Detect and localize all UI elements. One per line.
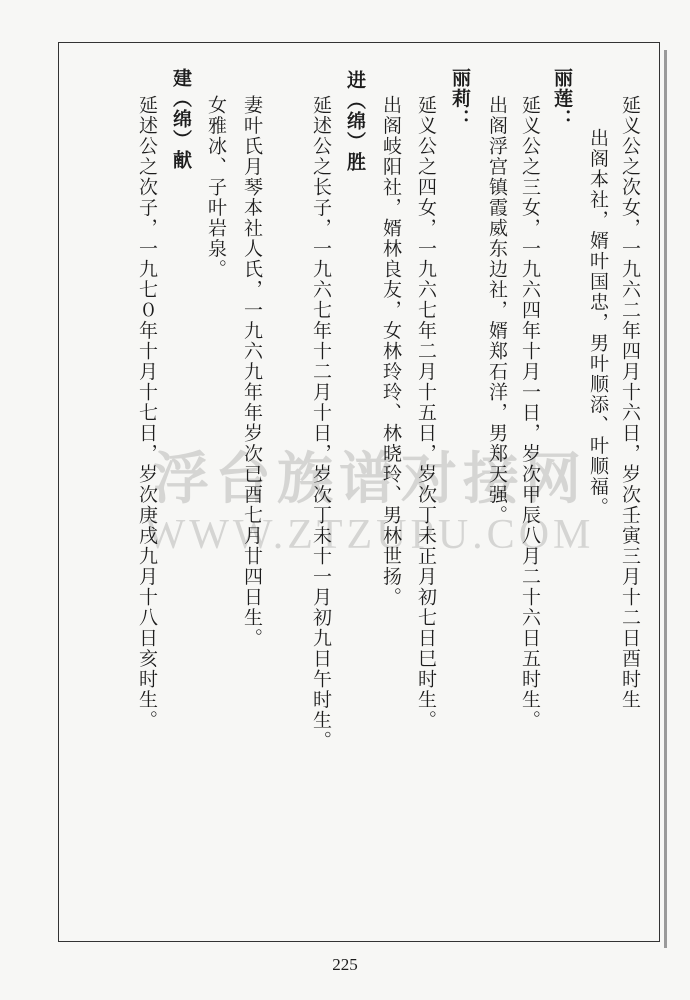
page-number: 225: [332, 955, 358, 974]
text-column-4: 延义公之三女，一九六四年十月一日，岁次甲辰八月二十六日五时生。: [519, 95, 541, 731]
text-column-2: 出阁本社，婿叶国忠，男叶顺添、叶顺福。: [587, 128, 609, 518]
entry-name-jianxian: 建（绵）献: [170, 68, 192, 171]
entry-name-lili: 丽莉：: [449, 68, 471, 130]
text-column-7: 延义公之四女，一九六七年二月十五日，岁次丁未正月初七日巳时生。: [415, 95, 437, 731]
text-column-11: 妻叶氏月琴本社人氏，一九六九年年岁次已酉七月廿四日生。: [241, 95, 263, 649]
text-column-12: 女雅冰、子叶岩泉。: [205, 95, 227, 280]
text-column-1: 延义公之次女，一九六二年四月十六日，岁次壬寅三月十二日酉时生: [619, 95, 641, 710]
text-column-10: 延述公之长子，一九六七年十二月十日，岁次丁未十一月初九日午时生。: [310, 95, 332, 751]
entry-name-lilian: 丽莲：: [551, 68, 573, 130]
watermark-title: 浮台族谱对接网: [153, 447, 587, 512]
watermark-url: WWW.ZTZUPU.COM: [145, 512, 595, 558]
text-column-8: 出阁岐阳社，婿林良友，女林玲玲、林晓玲、男林世扬。: [380, 95, 402, 608]
text-column-14: 延述公之次子，一九七０年十月十七日，岁次庚戌九月十八日亥时生。: [136, 95, 158, 731]
page-border-shadow: [664, 50, 667, 948]
text-column-5: 出阁浮宫镇霞威东边社，婿郑石洋，男郑天强。: [486, 95, 508, 526]
entry-name-jinsheng: 进（绵）胜: [344, 70, 366, 173]
